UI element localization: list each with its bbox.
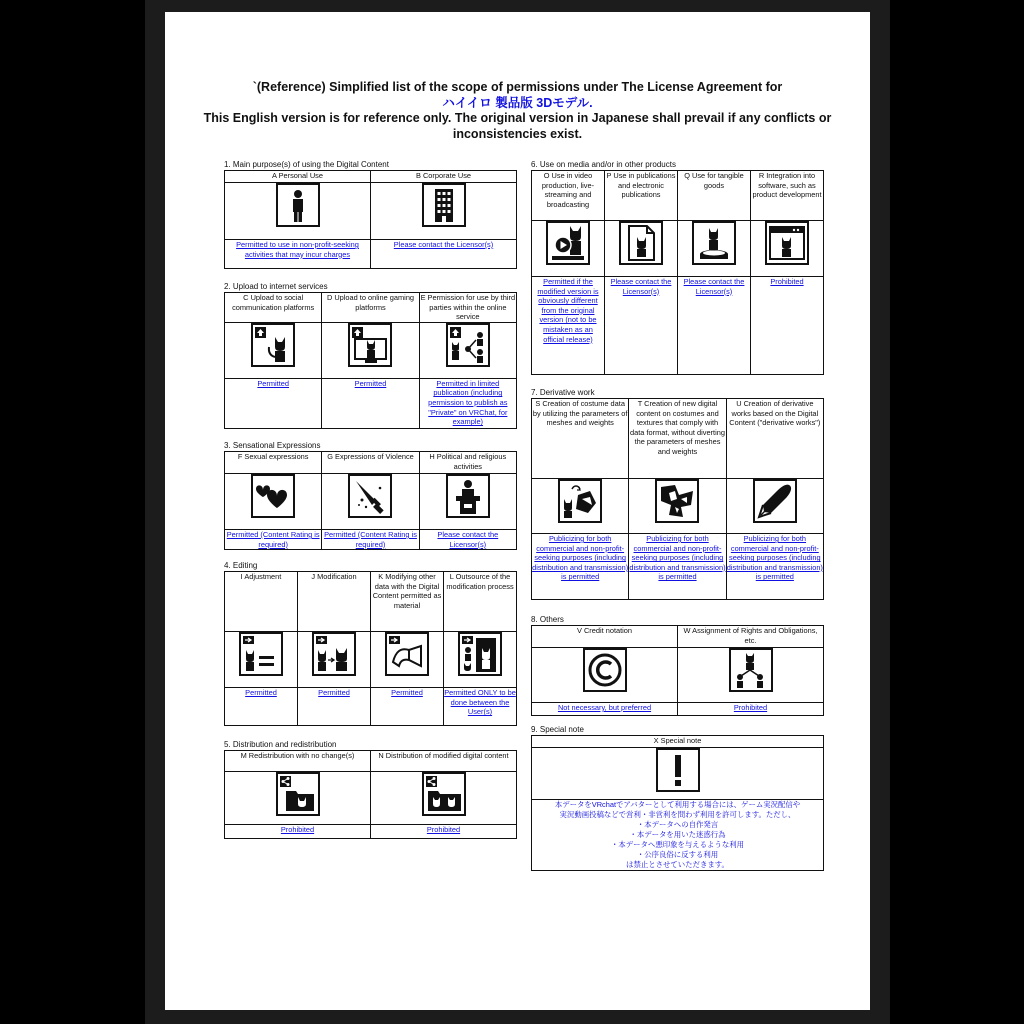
section-main-purpose: [224, 160, 517, 269]
status-label: Please contact the Licensor(s): [683, 277, 745, 296]
status-label: Prohibited: [770, 277, 804, 286]
pen-icon: [753, 479, 797, 523]
status-label: Not necessary, but preferred: [557, 703, 652, 712]
status-text: [678, 277, 751, 375]
icon-cell: [225, 322, 322, 378]
column-label: R Integration into software, such as product development: [751, 171, 824, 221]
special-note-table: [531, 735, 824, 871]
software-icon: [765, 221, 809, 265]
header-line-3: This English version is for reference only. The original version in Japanese shall prevail if any conflicts or: [203, 111, 832, 125]
icon-cell: [419, 322, 516, 378]
column-label: A Personal Use: [225, 171, 371, 183]
permission-table: [531, 398, 824, 600]
icon-cell: [371, 632, 444, 688]
permission-table: [224, 571, 517, 726]
folder-share-icon: [276, 772, 320, 816]
permission-table: [224, 170, 517, 269]
section-sensational: [224, 441, 517, 550]
column-label: L Outsource of the modification process: [444, 572, 517, 632]
column-label: P Use in publications and electronic publications: [605, 171, 678, 221]
horn-icon: [385, 632, 429, 676]
video-cat-icon: [546, 221, 590, 265]
header-line-1: `(Reference) Simplified list of the scope of permissions under The License Agreement for: [252, 80, 783, 94]
costume-icon: [558, 479, 602, 523]
icon-cell: [419, 474, 516, 530]
status-text: [751, 277, 824, 375]
assign-icon: [729, 648, 773, 692]
status-text: [605, 277, 678, 375]
icon-cell: [225, 183, 371, 240]
status-label: Permitted: [257, 378, 289, 388]
column-label: N Distribution of modified digital content: [371, 751, 517, 772]
building-icon: [422, 183, 466, 227]
status-text: [225, 240, 371, 269]
status-label: Permitted: [318, 688, 350, 697]
document-header: [195, 80, 840, 142]
status-label: Please contact the Licensor(s): [393, 240, 494, 249]
document-cat-icon: [619, 221, 663, 265]
note-line: ・本データへの自作発言: [636, 820, 719, 829]
section-title: 1. Main purpose(s) of using the Digital Content: [224, 160, 389, 169]
icon-cell: [225, 632, 298, 688]
status-label: Please contact the Licensor(s): [610, 277, 672, 296]
status-text: [726, 534, 823, 600]
icon-cell: [751, 221, 824, 277]
icon-cell: [678, 648, 824, 703]
permission-table: [531, 170, 824, 375]
column-label: S Creation of costume data by utilizing the parameters of meshes and weights: [532, 399, 629, 479]
product-name: ハイイロ 製品版 3Dモデル.: [442, 95, 593, 110]
note-line: ・本データへ悪印象を与えるような利用: [610, 840, 745, 849]
column-label: E Permission for use by third parties within the online service: [420, 293, 516, 322]
note-line: 実況動画投稿などで営利・非営利を問わず利用を許可します。ただし、: [559, 810, 796, 819]
icon-cell: [605, 221, 678, 277]
column-label: B Corporate Use: [371, 171, 517, 183]
status-label: Publicizing for both commercial and non-profit-seeking purposes (including distribution and transmission) is permitted: [629, 534, 726, 582]
column-label: F Sexual expressions: [225, 452, 322, 474]
permission-table: [224, 292, 517, 429]
status-label: Permitted to use in non-profit-seeking activities that may incur charges: [236, 240, 359, 259]
column-label: Q Use for tangible goods: [678, 171, 751, 221]
modify-icon: [312, 632, 356, 676]
column-label: C Upload to social communication platforms: [225, 293, 322, 323]
upload-cat-icon: [251, 323, 295, 367]
column-label: W Assignment of Rights and Obligations, etc.: [678, 626, 824, 648]
column-label: K Modifying other data with the Digital Content permitted as material: [371, 572, 444, 632]
column-label: O Use in video production, live-streaming and broadcasting: [532, 171, 605, 221]
status-label: Please contact the Licensor(s): [437, 530, 499, 549]
status-label: Permitted (Content Rating is required): [226, 530, 320, 549]
status-text: [419, 378, 516, 428]
column-label: M Redistribution with no change(s): [225, 751, 371, 772]
icon-cell: [678, 221, 751, 277]
section-title: 7. Derivative work: [531, 388, 595, 397]
status-label: Publicizing for both commercial and non-profit-seeking purposes (including distribution and transmission) is permitted: [726, 534, 823, 582]
icon-cell: [532, 221, 605, 277]
status-text: [532, 703, 678, 716]
section-title: 5. Distribution and redistribution: [224, 740, 337, 749]
section-others: [531, 615, 824, 716]
column-label: J Modification: [298, 572, 371, 632]
icon-cell: [371, 772, 517, 825]
section-title: 6. Use on media and/or in other products: [531, 160, 676, 169]
section-title: 9. Special note: [531, 725, 584, 734]
icon-cell: [532, 648, 678, 703]
icon-cell: [298, 632, 371, 688]
hearts-icon: [251, 474, 295, 518]
status-label: Prohibited: [280, 825, 315, 834]
status-text: [322, 530, 419, 550]
status-label: Permitted ONLY to be done between the User(s): [444, 688, 516, 717]
icon-cell: [444, 632, 517, 688]
column-label: V Credit notation: [532, 626, 678, 648]
status-label: Publicizing for both commercial and non-profit-seeking purposes (including distribution and transmission) is permitted: [532, 534, 629, 582]
status-text: [225, 688, 298, 726]
permission-table: [224, 451, 517, 550]
status-label: Permitted (Content Rating is required): [324, 530, 417, 549]
status-text: [444, 688, 517, 726]
column-label: U Creation of derivative works based on the Digital Content ("derivative works"): [726, 399, 823, 479]
status-label: Permitted: [354, 378, 387, 388]
status-label: Permitted: [245, 688, 277, 697]
status-text: [225, 378, 322, 428]
share-users-icon: [446, 323, 490, 367]
status-label: Prohibited: [426, 825, 461, 834]
icon-cell: [532, 748, 824, 800]
podium-icon: [446, 474, 490, 518]
status-text: [371, 688, 444, 726]
status-text: [225, 825, 371, 839]
outsource-icon: [458, 632, 502, 676]
status-label: Permitted: [391, 688, 423, 697]
status-text: [629, 534, 726, 600]
status-text: [419, 530, 516, 550]
status-text: [322, 378, 419, 428]
section-title: 2. Upload to internet services: [224, 282, 328, 291]
status-text: [225, 530, 322, 550]
folder-cats-icon: [422, 772, 466, 816]
status-text: [678, 703, 824, 716]
knife-icon: [348, 474, 392, 518]
section-media-use: [531, 160, 824, 375]
texture-icon: [655, 479, 699, 523]
special-note-text: [532, 800, 824, 871]
exclamation-icon: [656, 748, 700, 792]
section-derivative: [531, 388, 824, 600]
section-special-note: [531, 725, 824, 871]
section-title: 3. Sensational Expressions: [224, 441, 321, 450]
column-label: G Expressions of Violence: [322, 452, 419, 474]
status-text: [298, 688, 371, 726]
person-icon: [276, 183, 320, 227]
icon-cell: [629, 479, 726, 534]
section-title: 4. Editing: [224, 561, 258, 570]
icon-cell: [532, 479, 629, 534]
icon-cell: [225, 772, 371, 825]
icon-cell: [726, 479, 823, 534]
status-label: Permitted if the modified version is obviously different from the original version (not to be mistaken as an official release): [537, 277, 599, 344]
section-title: 8. Others: [531, 615, 564, 624]
adjust-icon: [239, 632, 283, 676]
status-text: [532, 277, 605, 375]
status-label: Prohibited: [733, 703, 768, 712]
upload-monitor-icon: [348, 323, 392, 367]
header-line-4: inconsistencies exist.: [452, 126, 583, 141]
note-line: 本データをVRchatでアバターとして利用する場合には、ゲーム実況配信や: [554, 800, 801, 809]
icon-cell: [322, 322, 419, 378]
permission-table: [531, 625, 824, 716]
icon-cell: [225, 474, 322, 530]
section-upload: [224, 282, 517, 429]
section-editing: [224, 561, 517, 726]
status-text: [371, 240, 517, 269]
column-label: I Adjustment: [225, 572, 298, 632]
status-label: Permitted in limited publication (including permission to publish as "Private" on VRChat, for example): [428, 378, 508, 427]
icon-cell: [322, 474, 419, 530]
copyright-icon: [583, 648, 627, 692]
note-line: ・本データを用いた迷惑行為: [629, 830, 726, 839]
column-label: H Political and religious activities: [419, 452, 516, 474]
column-label: D Upload to online gaming platforms: [322, 293, 419, 323]
permission-table: [224, 750, 517, 839]
column-label: T Creation of new digital content on costumes and textures that comply with data format, without diverting the parameters of meshes and weights: [629, 399, 726, 479]
note-line: は禁止とさせていただきます。: [626, 860, 729, 869]
status-text: [532, 534, 629, 600]
figure-cat-icon: [692, 221, 736, 265]
icon-cell: [371, 183, 517, 240]
column-label: X Special note: [532, 736, 824, 748]
note-line: ・公序良俗に反する利用: [636, 850, 719, 859]
status-text: [371, 825, 517, 839]
section-distribution: [224, 740, 517, 839]
